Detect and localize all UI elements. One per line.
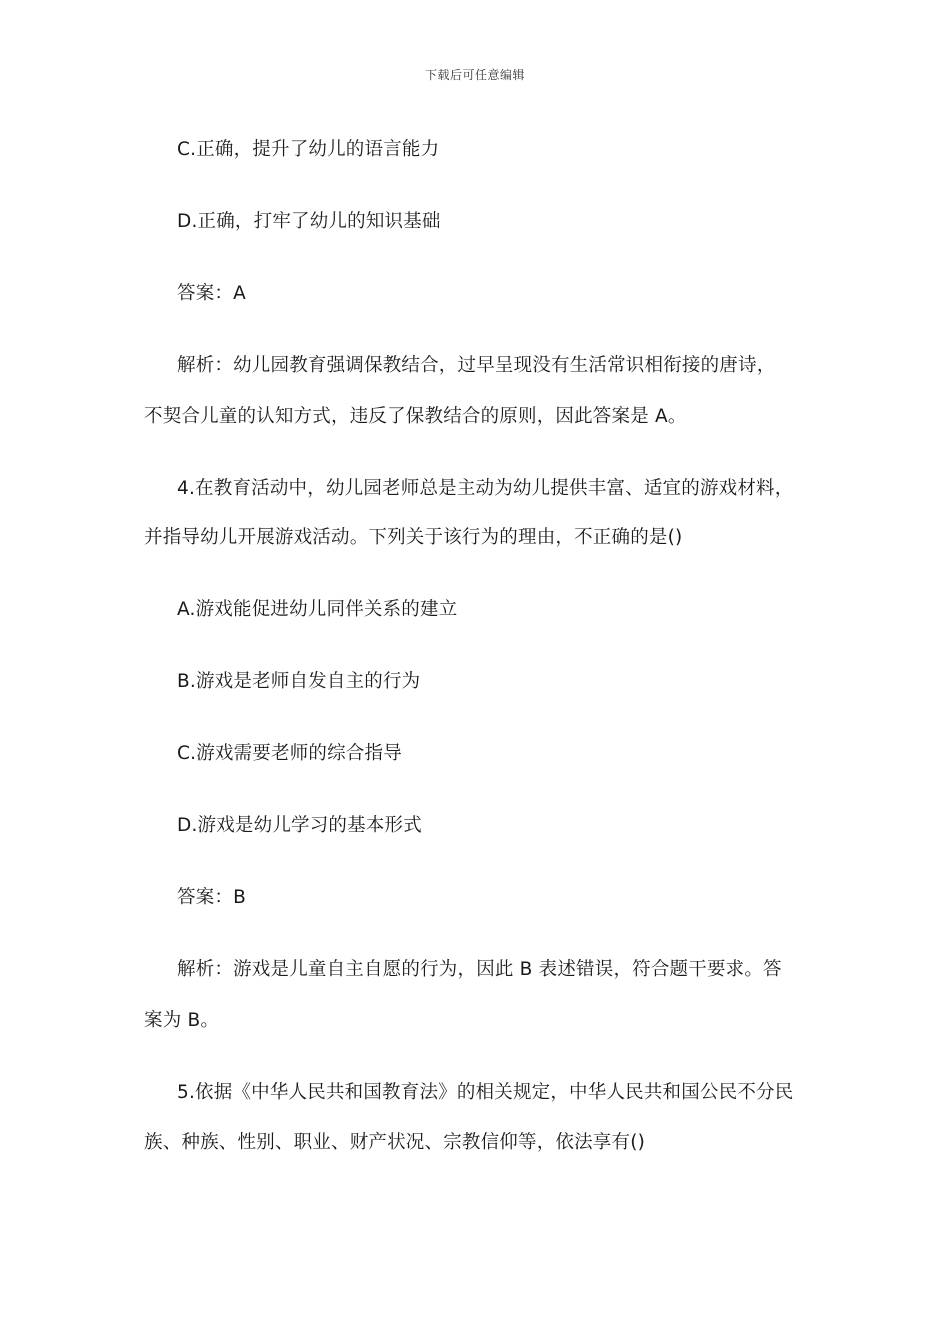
- explanation-q3-line1: 解析：幼儿园教育强调保教结合，过早呈现没有生活常识相衔接的唐诗，: [177, 355, 776, 376]
- answer-q4: 答案：B: [177, 887, 246, 908]
- option-d-q3: D.正确，打牢了幼儿的知识基础: [177, 211, 441, 232]
- option-b-q4: B.游戏是老师自发自主的行为: [177, 671, 421, 692]
- option-c-q4: C.游戏需要老师的综合指导: [177, 743, 402, 764]
- explanation-q4-line2: 案为 B。: [144, 1010, 220, 1031]
- explanation-q4-line1: 解析：游戏是儿童自主自愿的行为，因此 B 表述错误，符合题干要求。答: [177, 959, 782, 980]
- option-a-q4: A.游戏能促进幼儿同伴关系的建立: [177, 599, 458, 620]
- explanation-q3-line2: 不契合儿童的认知方式，违反了保教结合的原则，因此答案是 A。: [144, 406, 687, 427]
- question-5-line2: 族、种族、性别、职业、财产状况、宗教信仰等，依法享有(): [144, 1132, 646, 1153]
- option-c-q3: C.正确，提升了幼儿的语言能力: [177, 139, 440, 160]
- question-4-line2: 并指导幼儿开展游戏活动。下列关于该行为的理由，不正确的是(): [144, 527, 683, 548]
- page-header: 下载后可任意编辑: [424, 68, 525, 82]
- answer-q3: 答案：A: [177, 283, 246, 304]
- question-4-line1: 4.在教育活动中，幼儿园老师总是主动为幼儿提供丰富、适宜的游戏材料，: [177, 478, 794, 499]
- option-d-q4: D.游戏是幼儿学习的基本形式: [177, 815, 422, 836]
- question-5-line1: 5.依据《中华人民共和国教育法》的相关规定，中华人民共和国公民不分民: [177, 1082, 794, 1103]
